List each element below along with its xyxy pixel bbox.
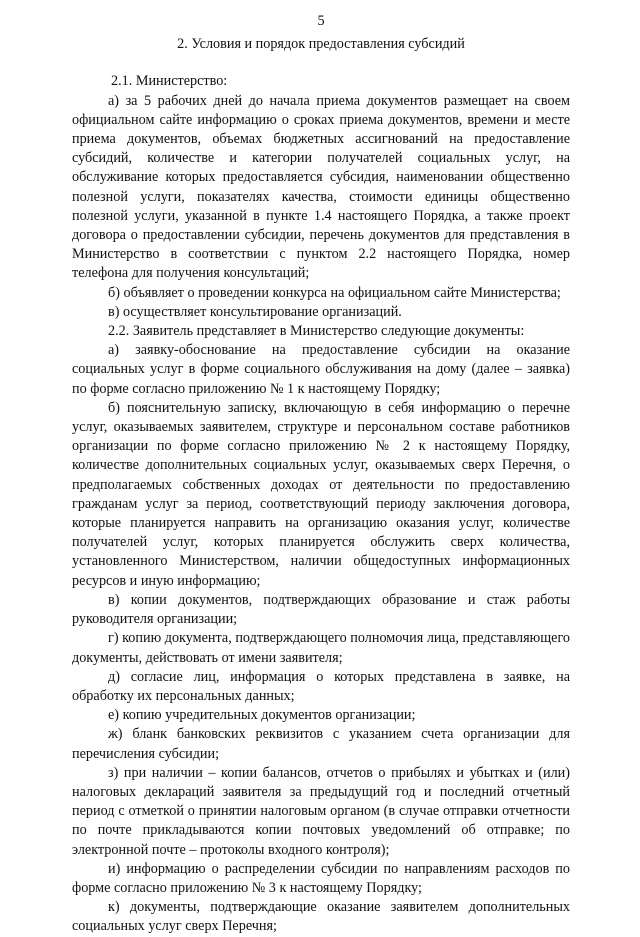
- paragraph-2-1-v: в) осуществляет консультирование организаций.: [108, 303, 402, 320]
- paragraph-2-1-heading: 2.1. Министерство:: [111, 73, 228, 90]
- paragraph-2-2-e: е) копию учредительных документов организации;: [108, 707, 416, 724]
- page-number: 5: [317, 13, 325, 29]
- paragraph-2-2-b: б) пояснительную записку, включающую в себя информацию о перечне услуг, оказываемых заявителем, структуре и персональном составе работников организации по форме согласно приложению № 2 к настоящему Порядку, количестве дополнительных социальных услуг, оказываемых сверх Перечня, о предполагаемых собственных доходах от деятельности по предоставлению гражданам услуг за период, соответствующий периоду заключения договора, которые планируется направить на организацию оказания услуг, количестве получателей услуг, которых планируется обслужить сверх количества, установленного Министерством, наличии общедоступных информационных ресурсов и иную информацию;: [72, 399, 570, 589]
- paragraph-2-2-z: з) при наличии – копии балансов, отчетов о прибылях и убытках и (или) налоговых деклараций заявителя за предыдущий год и последний отчетный период с отметкой о принятии налоговым органом (в случае отправки отчетности по почте прикладываются копии почтовых уведомлений об отправке; по электронной почте – протоколы входного контроля);: [72, 764, 570, 858]
- section-title: 2. Условия и порядок предоставления субсидий: [177, 36, 465, 53]
- paragraph-2-2-k: к) документы, подтверждающие оказание заявителем дополнительных социальных услуг сверх Перечня;: [72, 899, 570, 935]
- paragraph-2-2-heading: 2.2. Заявитель представляет в Министерство следующие документы:: [108, 323, 525, 340]
- paragraph-2-2-zh: ж) бланк банковских реквизитов с указанием счета организации для перечисления субсидии;: [72, 726, 570, 762]
- paragraph-2-2-v: в) копии документов, подтверждающих образование и стаж работы руководителя организации;: [72, 591, 570, 628]
- paragraph-2-1-a: а) за 5 рабочих дней до начала приема документов размещает на своем официальном сайте информацию о сроках приема документов, времени и месте приема документов, объемах бюджетных ассигнований на предоставление субсидий, количестве и категории получателей социальных услуг, на обслуживание которых предоставляется субсидия, наименовании общественно полезной услуги, показателях качества, стоимости единицы общественно полезной услуги, указанной в пункте 1.4 настоящего Порядка, а также проект договора о предоставлении субсидии, перечень документов для представления в Министерство в соответствии с пунктом 2.2 настоящего Порядка, номер телефона для получения консультаций;: [72, 92, 570, 282]
- paragraph-2-2-g: г) копию документа, подтверждающего полномочия лица, представляющего документы, действовать от имени заявителя;: [72, 630, 570, 666]
- paragraph-2-2-i: и) информацию о распределении субсидии по направлениям расходов по форме согласно приложению № 3 к настоящему Порядку;: [72, 860, 570, 896]
- paragraph-2-2-d: д) согласие лиц, информация о которых представлена в заявке, на обработку их персональных данных;: [72, 668, 570, 704]
- paragraph-2-2-a: а) заявку-обоснование на предоставление субсидии на оказание социальных услуг в форме социального обслуживания на дому (далее – заявка) по форме согласно приложению № 1 к настоящему Порядку;: [72, 342, 570, 397]
- paragraph-2-1-b: б) объявляет о проведении конкурса на официальном сайте Министерства;: [108, 284, 561, 301]
